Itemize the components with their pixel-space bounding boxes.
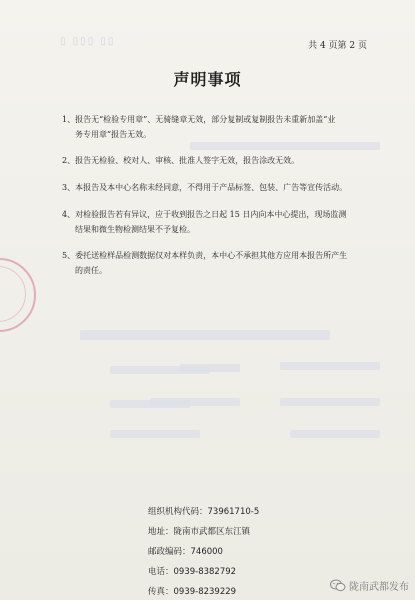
bleed-through-bar (290, 430, 380, 438)
org-code: 组织机构代码：73961710-5 (148, 507, 260, 517)
bleed-through-bar (150, 398, 240, 406)
address: 地址：陇南市武都区东江镇 (148, 527, 251, 537)
bleed-through-bar (280, 362, 380, 370)
page-title: 声明事项 (173, 70, 242, 89)
declaration-text-cont: 的责任。 (75, 266, 107, 275)
declaration-item (62, 180, 374, 195)
watermark-text: 陇南武都发布 (349, 582, 409, 593)
page-indicator: 共 4 页第 2 页 (308, 41, 367, 51)
declaration-text: 5、委托送检样品检测数据仅对本样负责，本中心不承担其他方应用本报告所产生 (62, 251, 348, 260)
declaration-text: 1、报告无“检验专用章”、无骑缝章无效，部分复制或复制报告未重新加盖“业 (62, 115, 336, 124)
declaration-item (62, 153, 374, 168)
bleed-through-bar (280, 398, 380, 406)
declaration-text-cont: 结果和微生物检测结果不予复检。 (75, 225, 195, 234)
postcode: 邮政编码：746000 (148, 547, 223, 557)
declaration-text: 2、报告无检验、校对人、审核、批准人签字无效，报告涂改无效。 (62, 156, 300, 165)
declaration-list (62, 112, 374, 289)
bleed-through-bar (110, 430, 200, 438)
bleed-through-mark: ▯ ▯▯▯ ▯▯ (60, 36, 116, 47)
declaration-text: 4、对检验报告若有异议，应于收到报告之日起 15 日内向本中心提出，现场监测 (62, 210, 347, 219)
declaration-item (62, 207, 374, 237)
bleed-through-bar (80, 330, 330, 340)
wechat-icon (330, 579, 346, 592)
declaration-text-cont: 务专用章”报告无效。 (75, 130, 152, 139)
declaration-text: 3、本报告及本中心名称未经同意，不得用于产品标签、包装、广告等宣传活动。 (62, 183, 348, 192)
phone: 电话：0939-8382792 (148, 567, 237, 577)
declaration-item (62, 112, 374, 142)
bleed-through-bar (180, 364, 240, 372)
official-seal (0, 258, 36, 332)
fax: 传真：0939-8239229 (148, 587, 237, 597)
declaration-item (62, 248, 374, 278)
source-watermark (330, 578, 409, 593)
